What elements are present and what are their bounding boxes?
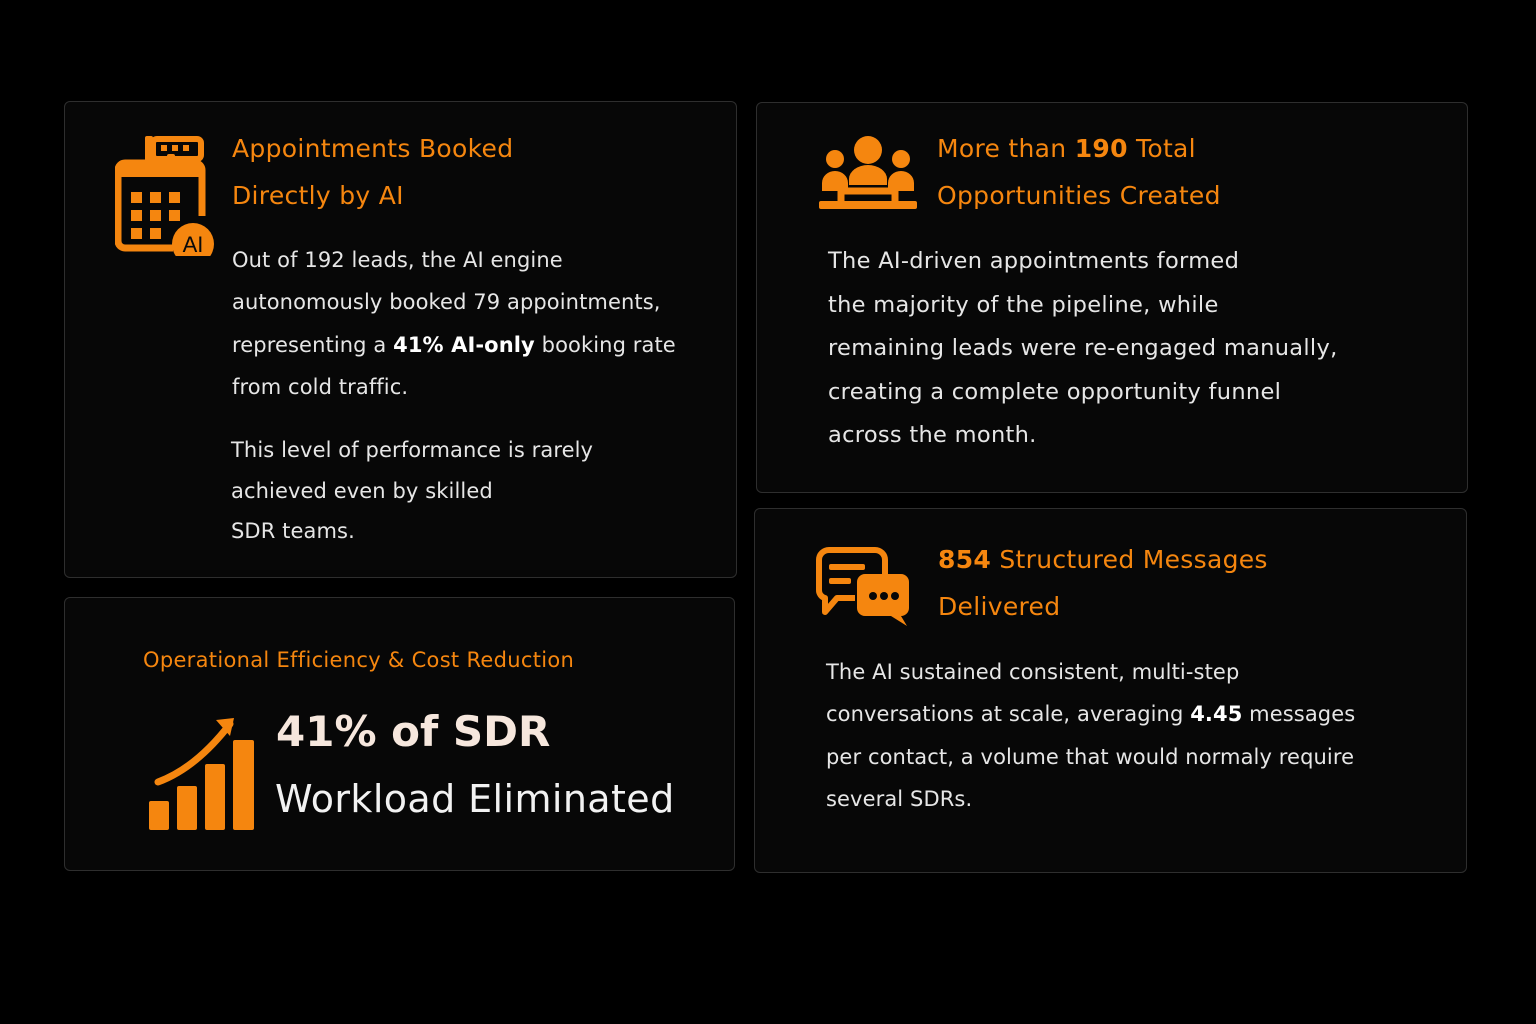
opportunities-description-line-2: the majority of the pipeline, while bbox=[828, 291, 1219, 318]
ai-badge-text: AI bbox=[182, 232, 204, 256]
appointments-description-line-2: autonomously booked 79 appointments, bbox=[232, 290, 661, 315]
text-segment: messages bbox=[1242, 702, 1356, 727]
appointments-title-line-1: Appointments Booked bbox=[232, 134, 514, 163]
opportunities-title bbox=[937, 125, 1221, 219]
appointments-note-line-1: This level of performance is rarely bbox=[231, 438, 594, 462]
opportunities-title-line-2: Opportunities Created bbox=[937, 181, 1221, 210]
appointments-note-line-3: SDR teams. bbox=[231, 519, 355, 544]
efficiency-heading: Operational Efficiency & Cost Reduction bbox=[143, 648, 575, 672]
messages-description bbox=[826, 651, 1355, 820]
messages-description-line-2 bbox=[826, 693, 1355, 735]
text-segment: More than bbox=[937, 134, 1075, 163]
growth-bar-chart-icon bbox=[146, 716, 258, 832]
messages-count: 854 bbox=[938, 545, 992, 574]
appointments-title-line-2: Directly by AI bbox=[232, 181, 404, 210]
highlight-rate: 41% AI-only bbox=[393, 332, 535, 357]
text-segment: representing a bbox=[232, 332, 394, 357]
opportunities-description-line-3: remaining leads were re-engaged manually, bbox=[828, 335, 1338, 361]
opportunities-count: 190 bbox=[1074, 134, 1128, 163]
text-segment: conversations at scale, averaging bbox=[826, 702, 1191, 727]
opportunities-description-line-4: creating a complete opportunity funnel bbox=[828, 378, 1282, 405]
appointments-description bbox=[232, 239, 676, 408]
text-segment: booking rate bbox=[534, 332, 676, 357]
efficiency-stat: 41% of SDR bbox=[276, 707, 551, 756]
appointments-description-line-4: from cold traffic. bbox=[232, 374, 409, 399]
messages-description-line-1: The AI sustained consistent, multi-step bbox=[826, 660, 1240, 684]
team-meeting-icon bbox=[819, 135, 917, 211]
opportunities-description-line-5: across the month. bbox=[828, 422, 1037, 448]
chat-bubbles-icon bbox=[815, 546, 913, 628]
opportunities-title-line-1 bbox=[937, 125, 1221, 172]
appointments-note bbox=[231, 430, 593, 552]
messages-description-line-3: per contact, a volume that would normaly require bbox=[826, 744, 1355, 769]
opportunities-description bbox=[828, 240, 1338, 458]
appointments-title bbox=[232, 125, 513, 219]
appointments-description-line-3 bbox=[232, 324, 676, 366]
messages-description-line-4: several SDRs. bbox=[826, 786, 973, 811]
appointments-note-line-2: achieved even by skilled bbox=[231, 478, 493, 503]
messages-title-line-1 bbox=[938, 536, 1268, 583]
text-segment: Structured Messages bbox=[991, 545, 1268, 574]
calendar-ai-icon bbox=[115, 136, 217, 256]
messages-title-line-2: Delivered bbox=[938, 592, 1061, 621]
text-segment: Total bbox=[1127, 134, 1196, 163]
appointments-description-line-1: Out of 192 leads, the AI engine bbox=[232, 248, 563, 272]
efficiency-stat-label: Workload Eliminated bbox=[275, 777, 675, 821]
messages-title bbox=[938, 536, 1268, 630]
opportunities-description-line-1: The AI-driven appointments formed bbox=[828, 248, 1240, 274]
highlight-average: 4.45 bbox=[1190, 702, 1243, 727]
